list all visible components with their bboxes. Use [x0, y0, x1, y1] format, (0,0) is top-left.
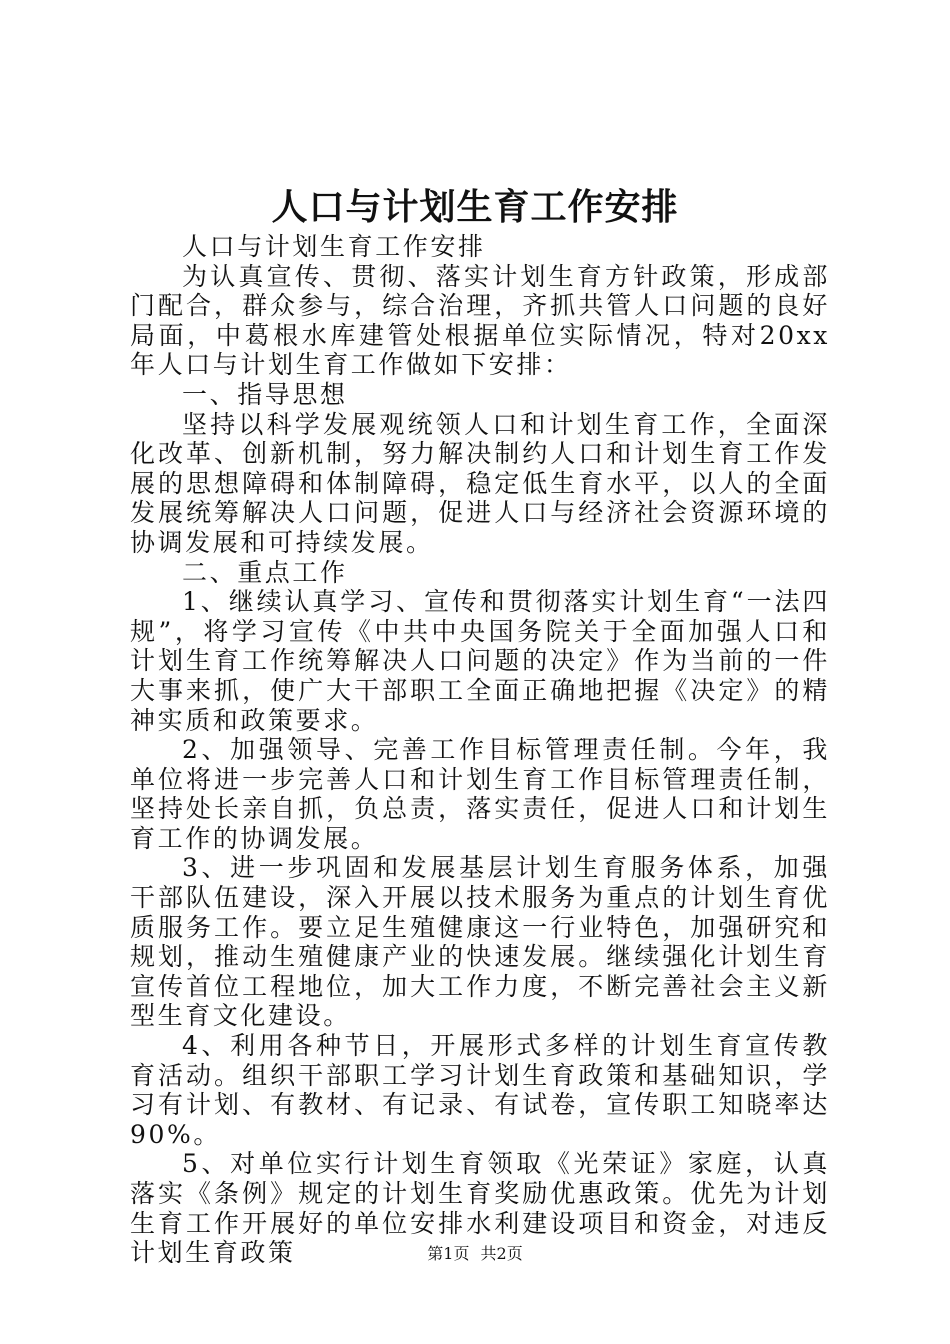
document-body [130, 232, 830, 1268]
paragraph-intro: 为认真宣传、贯彻、落实计划生育方针政策，形成部门配合，群众参与，综合治理，齐抓共管人口问题的良好局面，中葛根水库建管处根据单位实际情况，特对20xx年人口与计划生育工作做如下安排： [130, 261, 830, 380]
paragraph-item-5: 5、对单位实行计划生育领取《光荣证》家庭，认真落实《条例》规定的计划生育奖励优惠政策。优先为计划生育工作开展好的单位安排水利建设项目和资金，对违反计划生育政策 [130, 1149, 830, 1268]
section-heading-guiding-ideology: 一、指导思想 [182, 379, 348, 409]
paragraph-item-3: 3、进一步巩固和发展基层计划生育服务体系，加强干部队伍建设，深入开展以技术服务为重点的计划生育优质服务工作。要立足生殖健康这一行业特色，加强研究和规划，推动生殖健康产业的快速发展。继续强化计划生育宣传首位工程地位，加大工作力度，不断完善社会主义新型生育文化建设。 [130, 853, 830, 1031]
page-footer [0, 1244, 950, 1264]
page-number: 第1页 [427, 1244, 470, 1263]
paragraph-item-2: 2、加强领导、完善工作目标管理责任制。今年，我单位将进一步完善人口和计划生育工作目标管理责任制，坚持处长亲自抓，负总责，落实责任，促进人口和计划生育工作的协调发展。 [130, 735, 830, 853]
page-total: 共2页 [480, 1244, 523, 1263]
paragraph-item-4: 4、利用各种节日，开展形式多样的计划生育宣传教育活动。组织干部职工学习计划生育政策和基础知识，学习有计划、有教材、有记录、有试卷，宣传职工知晓率达90%。 [130, 1031, 830, 1149]
paragraph-guiding-ideology: 坚持以科学发展观统领人口和计划生育工作，全面深化改革、创新机制，努力解决制约人口和计划生育工作发展的思想障碍和体制障碍，稳定低生育水平，以人的全面发展统筹解决人口问题，促进人口与经济社会资源环境的协调发展和可持续发展。 [130, 409, 830, 557]
document-title: 人口与计划生育工作安排 [271, 186, 679, 228]
paragraph-item-1: 1、继续认真学习、宣传和贯彻落实计划生育“一法四规”，将学习宣传《中共中央国务院关于全面加强人口和计划生育工作统筹解决人口问题的决定》作为当前的一件大事来抓，使广大干部职工全面正确地把握《决定》的精神实质和政策要求。 [130, 587, 830, 735]
section-heading-key-work: 二、重点工作 [182, 557, 348, 587]
paragraph-subtitle: 人口与计划生育工作安排 [182, 232, 486, 261]
